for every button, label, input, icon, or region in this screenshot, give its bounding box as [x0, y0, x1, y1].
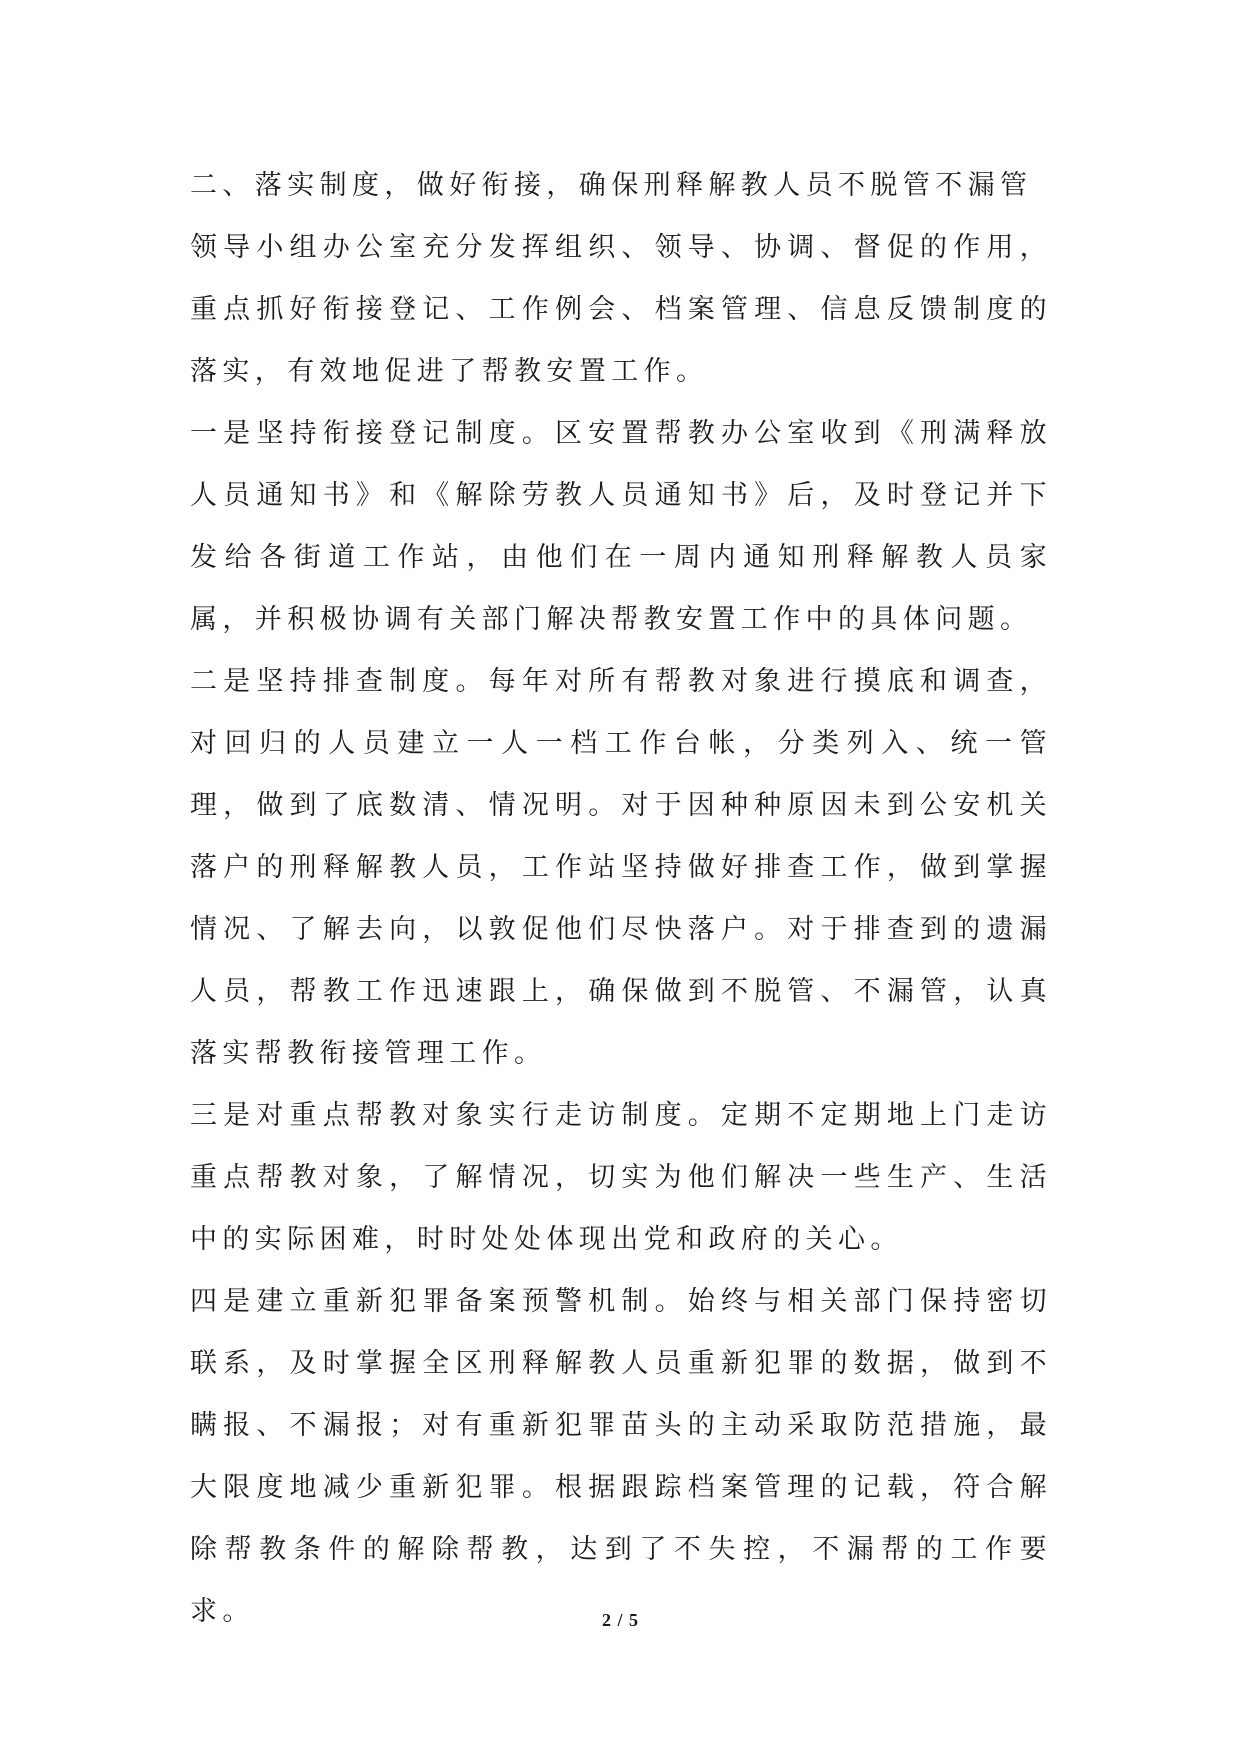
page-number: 2 / 5	[601, 1610, 639, 1630]
section-heading: 二、落实制度，做好衔接，确保刑释解教人员不脱管不漏管	[190, 170, 1033, 201]
paragraph-intro: 领导小组办公室充分发挥组织、领导、协调、督促的作用，重点抓好衔接登记、工作例会、档案管理、信息反馈制度的落实，有效地促进了帮教安置工作。	[190, 232, 1052, 387]
paragraph-warning-mechanism: 四是建立重新犯罪备案预警机制。始终与相关部门保持密切联系，及时掌握全区刑释解教人员重新犯罪的数据，做到不瞒报、不漏报；对有重新犯罪苗头的主动采取防范措施，最大限度地减少重新犯罪。根据跟踪档案管理的记载，符合解除帮教条件的解除帮教，达到了不失控，不漏帮的工作要求。	[190, 1286, 1052, 1627]
paragraph-inspection-system: 二是坚持排查制度。每年对所有帮教对象进行摸底和调查，对回归的人员建立一人一档工作台帐，分类列入、统一管理，做到了底数清、情况明。对于因种种原因未到公安机关落户的刑释解教人员，工作站坚持做好排查工作，做到掌握情况、了解去向，以敦促他们尽快落户。对于排查到的遗漏人员，帮教工作迅速跟上，确保做到不脱管、不漏管，认真落实帮教衔接管理工作。	[190, 666, 1052, 1069]
paragraph-visit-system: 三是对重点帮教对象实行走访制度。定期不定期地上门走访重点帮教对象，了解情况，切实为他们解决一些生产、生活中的实际困难，时时处处体现出党和政府的关心。	[190, 1100, 1052, 1255]
paragraph-registration-system: 一是坚持衔接登记制度。区安置帮教办公室收到《刑满释放人员通知书》和《解除劳教人员通知书》后，及时登记并下发给各街道工作站，由他们在一周内通知刑释解教人员家属，并积极协调有关部门解决帮教安置工作中的具体问题。	[190, 418, 1052, 635]
document-body	[190, 155, 1052, 1643]
